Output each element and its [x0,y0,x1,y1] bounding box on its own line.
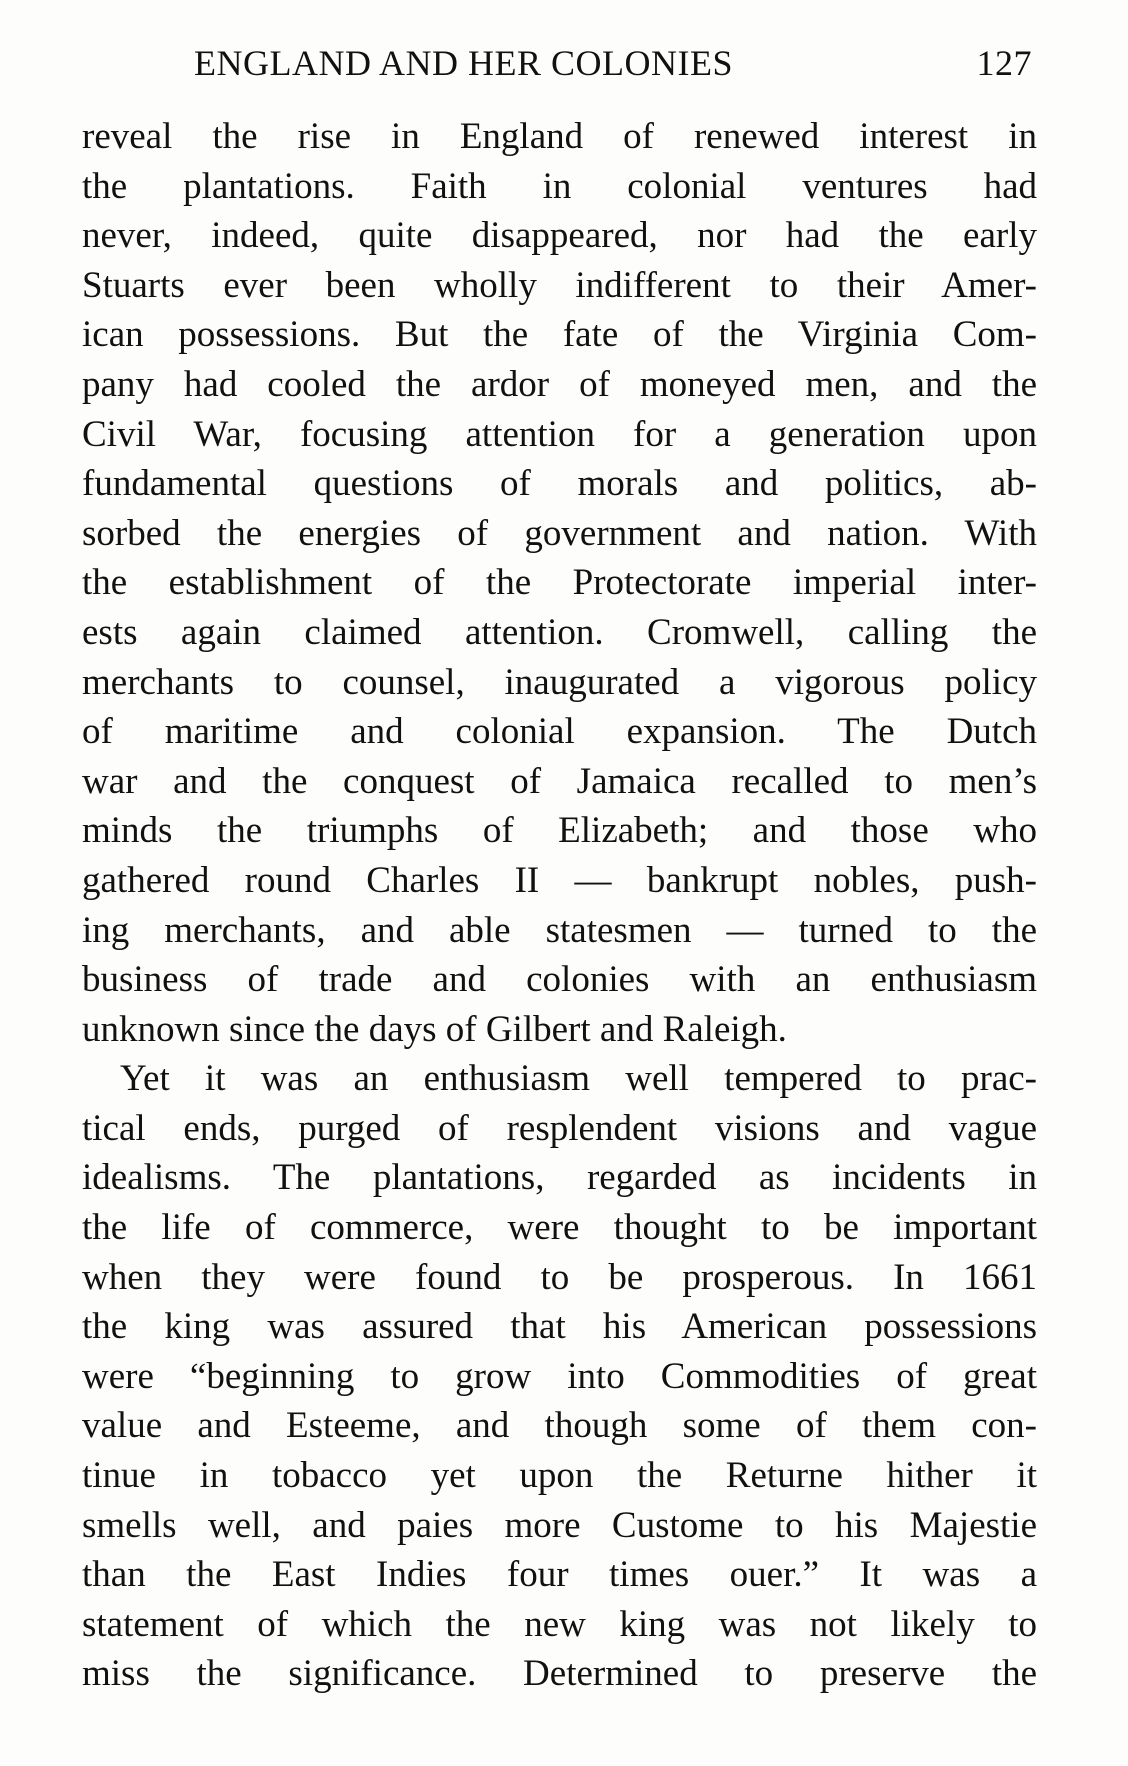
text-line: the king was assured that his American possessions [82,1306,1037,1348]
text-line: war and the conquest of Jamaica recalled to men’s [82,760,1037,802]
text-line: tical ends, purged of resplendent visions and vague [82,1107,1037,1149]
text-line: minds the triumphs of Elizabeth; and those who [82,810,1037,852]
text-line: tinue in tobacco yet upon the Returne hither it [82,1455,1037,1497]
text-line: the life of commerce, were thought to be important [82,1207,1037,1249]
text-line: when they were found to be prosperous. In 1661 [82,1256,1037,1298]
text-line: Civil War, focusing attention for a generation upon [82,413,1037,455]
text-line: gathered round Charles II — bankrupt nobles, push- [82,859,1037,901]
page-number: 127 [976,43,1032,83]
text-line: sorbed the energies of government and nation. With [82,512,1037,554]
text-line: never, indeed, quite disappeared, nor had the early [82,215,1037,257]
text-line: were “beginning to grow into Commodities of great [82,1355,1037,1397]
text-line: value and Esteeme, and though some of them con- [82,1405,1037,1447]
text-line: the plantations. Faith in colonial ventures had [82,165,1037,207]
text-line: than the East Indies four times ouer.” It was a [82,1554,1037,1596]
body-text [82,112,1037,1699]
text-line: idealisms. The plantations, regarded as incidents in [82,1157,1037,1199]
text-line: ing merchants, and able statesmen — turned to the [82,909,1037,951]
text-line: Stuarts ever been wholly indifferent to their Amer- [82,264,1037,306]
text-line: merchants to counsel, inaugurated a vigorous policy [82,661,1037,703]
running-header [194,40,1032,86]
text-line: unknown since the days of Gilbert and Raleigh. [82,1008,787,1050]
text-line: pany had cooled the ardor of moneyed men, and the [82,363,1037,405]
text-line: of maritime and colonial expansion. The Dutch [82,711,1037,753]
text-line: reveal the rise in England of renewed interest in [82,116,1037,157]
text-line: Yet it was an enthusiasm well tempered to prac- [120,1058,1037,1100]
text-line: the establishment of the Protectorate imperial inter- [82,562,1037,604]
text-line: miss the significance. Determined to preserve the [82,1653,1037,1695]
text-line: business of trade and colonies with an enthusiasm [82,959,1037,1001]
text-line: smells well, and paies more Custome to his Majestie [82,1504,1037,1546]
running-title: ENGLAND AND HER COLONIES [194,43,733,83]
text-line: ican possessions. But the fate of the Virginia Com- [82,314,1037,356]
text-line: fundamental questions of morals and politics, ab- [82,463,1037,505]
text-line: ests again claimed attention. Cromwell, calling the [82,611,1037,653]
text-line: statement of which the new king was not likely to [82,1603,1037,1645]
